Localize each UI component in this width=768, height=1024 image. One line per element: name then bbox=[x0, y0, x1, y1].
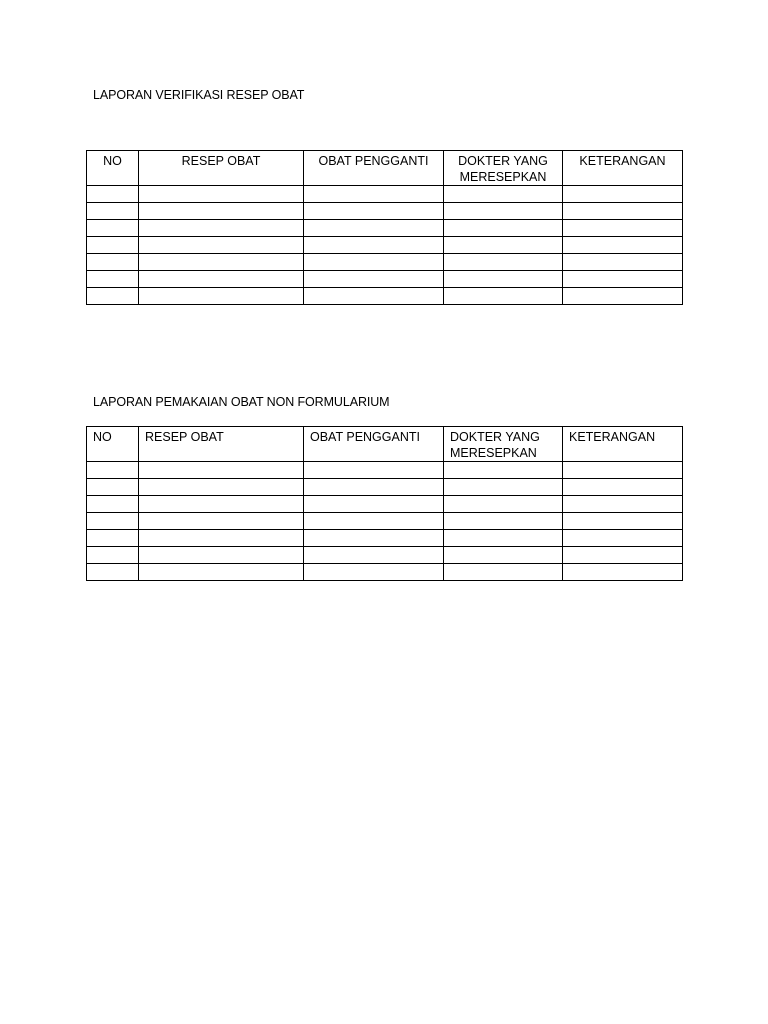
header-dokter: DOKTER YANG MERESEPKAN bbox=[444, 151, 563, 186]
header-row bbox=[87, 427, 683, 462]
table-cell bbox=[563, 237, 683, 254]
table-cell bbox=[139, 496, 304, 513]
header-obat-pengganti: OBAT PENGGANTI bbox=[304, 427, 444, 462]
table-cell bbox=[304, 564, 444, 581]
table-cell bbox=[139, 271, 304, 288]
table-cell bbox=[304, 530, 444, 547]
table-cell bbox=[87, 513, 139, 530]
table-cell bbox=[563, 220, 683, 237]
table-cell bbox=[304, 254, 444, 271]
table-cell bbox=[444, 271, 563, 288]
table-cell bbox=[563, 564, 683, 581]
table-cell bbox=[563, 547, 683, 564]
table-cell bbox=[304, 513, 444, 530]
table-cell bbox=[139, 237, 304, 254]
table-cell bbox=[304, 271, 444, 288]
table-cell bbox=[304, 496, 444, 513]
table-row bbox=[87, 564, 683, 581]
table-cell bbox=[139, 513, 304, 530]
header-obat-pengganti: OBAT PENGGANTI bbox=[304, 151, 444, 186]
header-row bbox=[87, 151, 683, 186]
table-cell bbox=[87, 203, 139, 220]
report-1-title: LAPORAN VERIFIKASI RESEP OBAT bbox=[93, 88, 305, 102]
table-row bbox=[87, 220, 683, 237]
table-cell bbox=[444, 547, 563, 564]
table-cell bbox=[139, 220, 304, 237]
table-cell bbox=[87, 220, 139, 237]
table-cell bbox=[139, 288, 304, 305]
table-cell bbox=[444, 530, 563, 547]
report-2-title: LAPORAN PEMAKAIAN OBAT NON FORMULARIUM bbox=[93, 395, 390, 409]
table-cell bbox=[444, 462, 563, 479]
table-row bbox=[87, 530, 683, 547]
non-formulary-table bbox=[86, 426, 683, 581]
verification-table bbox=[86, 150, 683, 305]
header-keterangan: KETERANGAN bbox=[563, 427, 683, 462]
header-keterangan: KETERANGAN bbox=[563, 151, 683, 186]
table-row bbox=[87, 496, 683, 513]
table-cell bbox=[304, 237, 444, 254]
table-cell bbox=[304, 462, 444, 479]
table-cell bbox=[563, 530, 683, 547]
table-cell bbox=[563, 462, 683, 479]
header-resep-obat: RESEP OBAT bbox=[139, 151, 304, 186]
table-cell bbox=[444, 186, 563, 203]
table-cell bbox=[139, 203, 304, 220]
header-dokter: DOKTER YANG MERESEPKAN bbox=[444, 427, 563, 462]
table-cell bbox=[304, 186, 444, 203]
table-cell bbox=[563, 254, 683, 271]
table-cell bbox=[444, 220, 563, 237]
table-cell bbox=[444, 203, 563, 220]
table-cell bbox=[87, 479, 139, 496]
table-row bbox=[87, 271, 683, 288]
table-cell bbox=[304, 288, 444, 305]
table-cell bbox=[139, 564, 304, 581]
table-cell bbox=[87, 564, 139, 581]
table-cell bbox=[87, 271, 139, 288]
table-cell bbox=[139, 254, 304, 271]
table-cell bbox=[444, 237, 563, 254]
header-no: NO bbox=[87, 427, 139, 462]
table-cell bbox=[444, 254, 563, 271]
table-cell bbox=[444, 288, 563, 305]
table-cell bbox=[304, 203, 444, 220]
table-cell bbox=[139, 186, 304, 203]
table-cell bbox=[139, 530, 304, 547]
table-cell bbox=[563, 496, 683, 513]
table-cell bbox=[563, 271, 683, 288]
table-cell bbox=[87, 186, 139, 203]
table-cell bbox=[139, 479, 304, 496]
table-cell bbox=[444, 564, 563, 581]
table-cell bbox=[304, 220, 444, 237]
table-cell bbox=[87, 462, 139, 479]
table-row bbox=[87, 288, 683, 305]
table-cell bbox=[87, 547, 139, 564]
table-cell bbox=[87, 237, 139, 254]
table-row bbox=[87, 203, 683, 220]
table-row bbox=[87, 547, 683, 564]
header-no: NO bbox=[87, 151, 139, 186]
table-cell bbox=[444, 513, 563, 530]
table-cell bbox=[563, 186, 683, 203]
table-cell bbox=[87, 530, 139, 547]
header-resep-obat: RESEP OBAT bbox=[139, 427, 304, 462]
table-row bbox=[87, 186, 683, 203]
table-row bbox=[87, 254, 683, 271]
table-cell bbox=[304, 547, 444, 564]
table-cell bbox=[563, 203, 683, 220]
table-cell bbox=[563, 479, 683, 496]
table-cell bbox=[444, 496, 563, 513]
table-row bbox=[87, 479, 683, 496]
table-cell bbox=[139, 547, 304, 564]
table-cell bbox=[563, 288, 683, 305]
table-cell bbox=[87, 288, 139, 305]
table-cell bbox=[563, 513, 683, 530]
table-cell bbox=[139, 462, 304, 479]
table-row bbox=[87, 462, 683, 479]
table-row bbox=[87, 513, 683, 530]
table-cell bbox=[304, 479, 444, 496]
table-cell bbox=[87, 496, 139, 513]
table-cell bbox=[87, 254, 139, 271]
table-cell bbox=[444, 479, 563, 496]
table-row bbox=[87, 237, 683, 254]
